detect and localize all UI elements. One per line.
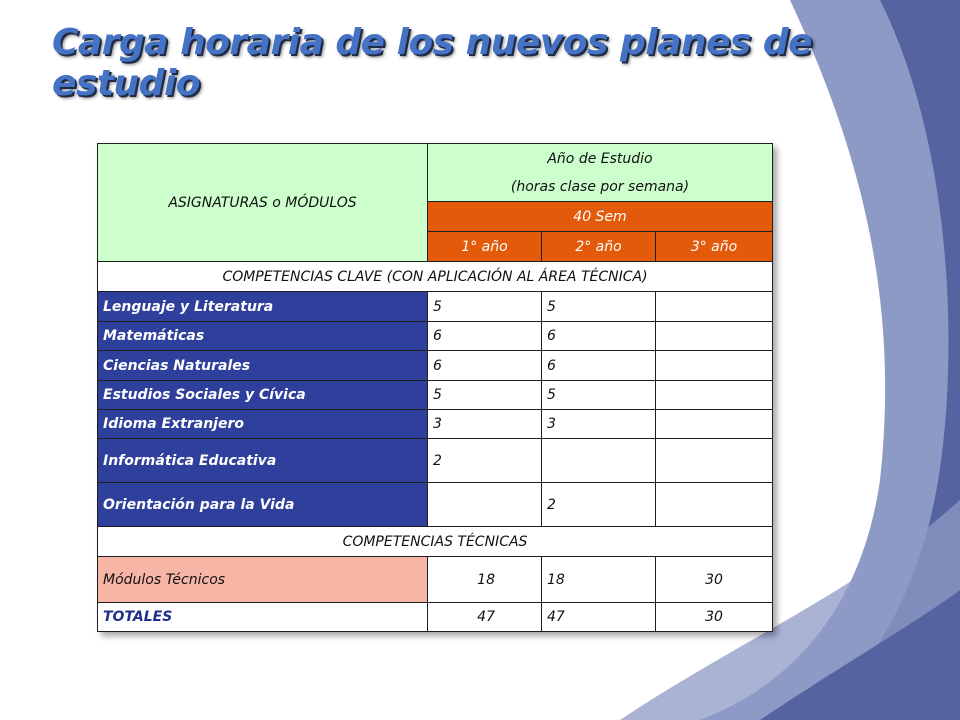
year-3-total: 30 [656, 603, 773, 632]
section-tecnicas-label: COMPETENCIAS TÉCNICAS [98, 527, 773, 557]
year-1-total: 47 [428, 603, 542, 632]
totals-row [98, 603, 773, 632]
year-2-total: 47 [542, 603, 656, 632]
year-2-cell: 6 [542, 322, 656, 351]
year-3-cell [656, 351, 773, 381]
year-1-cell: 5 [428, 292, 542, 322]
year-3-cell [656, 483, 773, 527]
year-2-cell: 6 [542, 351, 656, 381]
year-3-cell [656, 381, 773, 410]
table-row [98, 292, 773, 322]
year-3-cell [656, 410, 773, 439]
table-row [98, 483, 773, 527]
section-row-clave [98, 262, 773, 292]
year-3-header: 3° año [656, 232, 773, 262]
table-header-row [98, 144, 773, 202]
year-2-header: 2° año [542, 232, 656, 262]
subject-cell: Lenguaje y Literatura [98, 292, 428, 322]
year-3-cell [656, 322, 773, 351]
schedule-table [97, 143, 773, 632]
year-2-cell: 3 [542, 410, 656, 439]
year-1-header: 1° año [428, 232, 542, 262]
section-row-tecnicas [98, 527, 773, 557]
year-1-cell [428, 483, 542, 527]
year-1-cell: 6 [428, 351, 542, 381]
year-2-cell: 5 [542, 381, 656, 410]
subject-cell: Ciencias Naturales [98, 351, 428, 381]
table-row [98, 439, 773, 483]
year-3-cell: 30 [656, 557, 773, 603]
year-2-cell [542, 439, 656, 483]
weeks-header: 40 Sem [428, 202, 773, 232]
year-1-cell: 18 [428, 557, 542, 603]
totals-label: TOTALES [98, 603, 428, 632]
table-row [98, 410, 773, 439]
year-header [428, 144, 773, 202]
year-3-cell [656, 292, 773, 322]
year-3-cell [656, 439, 773, 483]
year-2-cell: 18 [542, 557, 656, 603]
year-2-cell: 5 [542, 292, 656, 322]
year-header-line2: (horas clase por semana) [510, 178, 690, 195]
year-header-line1: Año de Estudio [547, 150, 653, 167]
year-2-cell: 2 [542, 483, 656, 527]
year-1-cell: 6 [428, 322, 542, 351]
subject-cell: Informática Educativa [98, 439, 428, 483]
subject-cell: Módulos Técnicos [98, 557, 428, 603]
year-1-cell: 5 [428, 381, 542, 410]
table-row [98, 557, 773, 603]
section-clave-label: COMPETENCIAS CLAVE (CON APLICACIÓN AL ÁREA TÉCNICA) [98, 262, 773, 292]
subject-cell: Estudios Sociales y Cívica [98, 381, 428, 410]
table-row [98, 322, 773, 351]
year-1-cell: 2 [428, 439, 542, 483]
subject-cell: Idioma Extranjero [98, 410, 428, 439]
table-row [98, 351, 773, 381]
subject-cell: Matemáticas [98, 322, 428, 351]
table-row [98, 381, 773, 410]
subjects-header: ASIGNATURAS o MÓDULOS [98, 144, 428, 262]
subject-cell: Orientación para la Vida [98, 483, 428, 527]
year-1-cell: 3 [428, 410, 542, 439]
page-title: Carga horaria de los nuevos planes de estudio [52, 22, 813, 104]
